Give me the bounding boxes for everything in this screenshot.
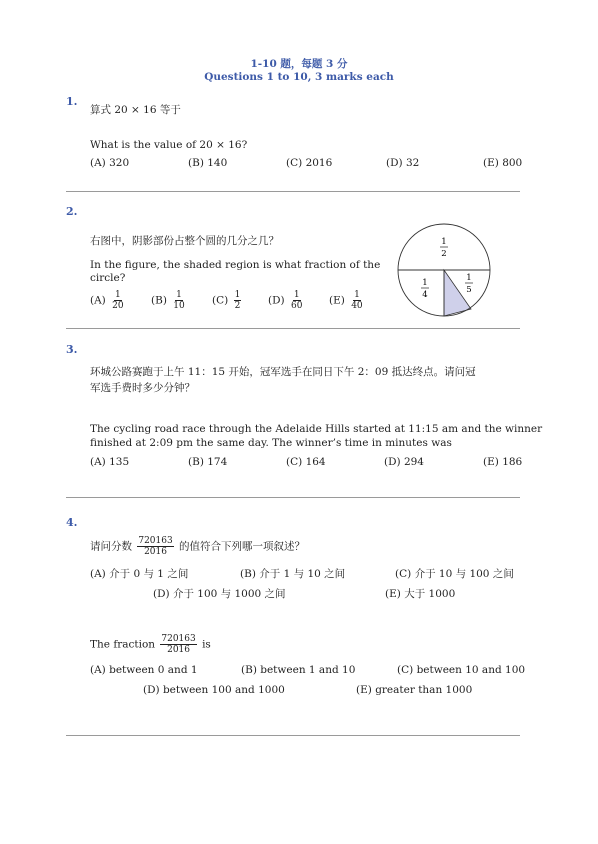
question-4-number: 4.	[66, 516, 78, 529]
question-3-text-en-line2: finished at 2:09 pm the same day. The winner’s time in minutes was	[90, 437, 452, 449]
question-4-text-en	[90, 634, 211, 655]
question-1-option-c[interactable]: (C) 2016	[286, 157, 333, 169]
question-1-option-b[interactable]: (B) 140	[188, 157, 228, 169]
question-3-option-d[interactable]: (D) 294	[384, 456, 424, 468]
section-title-en: Questions 1 to 10, 3 marks each	[204, 71, 394, 83]
question-4-text-zh	[90, 536, 305, 557]
option-fraction: $\frac{1}{60}$	[290, 290, 303, 311]
question-4-en-option-c[interactable]: (C) between 10 and 100	[397, 664, 526, 676]
question-4-en-option-a[interactable]: (A) between 0 and 1	[90, 664, 198, 676]
question-3-text-zh-line2: 军选手费时多少分钟？	[90, 382, 195, 394]
label-top-num: 1	[441, 237, 447, 247]
divider	[66, 497, 520, 498]
question-4-en-suffix: is	[202, 638, 211, 651]
option-fraction: $\frac{1}{20}$	[112, 290, 124, 311]
question-3-number: 3.	[66, 343, 78, 356]
question-2-text-en-line1: In the figure, the shaded region is what fraction of the	[90, 259, 381, 271]
question-4-en-option-e[interactable]: (E) greater than 1000	[356, 684, 473, 696]
question-2-text-zh: 右图中，阴影部份占整个圆的几分之几？	[90, 235, 279, 247]
question-1-number: 1.	[66, 95, 78, 108]
question-2-option-b[interactable]	[151, 290, 188, 311]
label-top-den: 2	[441, 249, 447, 259]
question-3-option-e[interactable]: (E) 186	[483, 456, 523, 468]
option-label: (A)	[90, 294, 106, 307]
question-4-fraction-en: $\frac{720163}{2016}$	[161, 634, 196, 655]
divider	[66, 191, 520, 192]
question-4-en-option-b[interactable]: (B) between 1 and 10	[241, 664, 356, 676]
question-2-option-e[interactable]	[329, 290, 366, 311]
question-4-en-prefix: The fraction	[90, 638, 156, 651]
question-3-option-b[interactable]: (B) 174	[188, 456, 228, 468]
question-2-number: 2.	[66, 205, 78, 218]
option-fraction: $\frac{1}{40}$	[351, 290, 363, 311]
question-2-option-c[interactable]	[212, 290, 243, 311]
option-label: (B)	[151, 294, 167, 307]
option-fraction: $\frac{1}{10}$	[173, 290, 185, 311]
question-4-en-option-d[interactable]: (D) between 100 and 1000	[143, 684, 285, 696]
question-4-zh-suffix: 的值符合下列哪一项叙述？	[179, 540, 306, 553]
question-4-zh-option-e[interactable]: (E) 大于 1000	[385, 588, 456, 600]
question-1-option-e[interactable]: (E) 800	[483, 157, 523, 169]
label-right-num: 1	[466, 273, 472, 283]
question-1-text-en: What is the value of 20 × 16?	[90, 139, 248, 151]
option-label: (D)	[268, 294, 285, 307]
circle-figure	[396, 222, 492, 318]
question-3-option-c[interactable]: (C) 164	[286, 456, 326, 468]
question-2-option-a[interactable]	[90, 290, 127, 311]
question-3-option-a[interactable]: (A) 135	[90, 456, 130, 468]
question-1-text-zh: 算式 20 × 16 等于	[90, 104, 181, 116]
option-label: (C)	[212, 294, 229, 307]
question-3-text-en-line1: The cycling road race through the Adelaide Hills started at 11:15 am and the winner	[90, 423, 543, 435]
question-4-zh-prefix: 请问分数	[90, 540, 132, 553]
question-4-zh-option-a[interactable]: (A) 介于 0 与 1 之间	[90, 568, 189, 580]
question-4-zh-option-c[interactable]: (C) 介于 10 与 100 之间	[395, 568, 514, 580]
section-title-zh: 1-10 题，每题 3 分	[250, 58, 348, 70]
label-left-num: 1	[422, 278, 428, 288]
question-2-text-en-line2: circle?	[90, 272, 126, 284]
question-4-zh-option-d[interactable]: (D) 介于 100 与 1000 之间	[153, 588, 286, 600]
label-right-den: 5	[466, 285, 472, 295]
question-1-option-a[interactable]: (A) 320	[90, 157, 130, 169]
divider	[66, 735, 520, 736]
question-3-text-zh-line1: 环城公路赛跑于上午 11：15 开始，冠军选手在同日下午 2：09 抵达终点。请问冠	[90, 366, 476, 378]
question-4-zh-option-b[interactable]: (B) 介于 1 与 10 之间	[240, 568, 346, 580]
option-fraction: $\frac{1}{2}$	[234, 290, 241, 311]
question-4-fraction: $\frac{720163}{2016}$	[138, 536, 173, 557]
question-1-option-d[interactable]: (D) 32	[386, 157, 420, 169]
label-left-den: 4	[422, 290, 428, 300]
divider	[66, 328, 520, 329]
question-2-option-d[interactable]	[268, 290, 305, 311]
option-label: (E)	[329, 294, 345, 307]
